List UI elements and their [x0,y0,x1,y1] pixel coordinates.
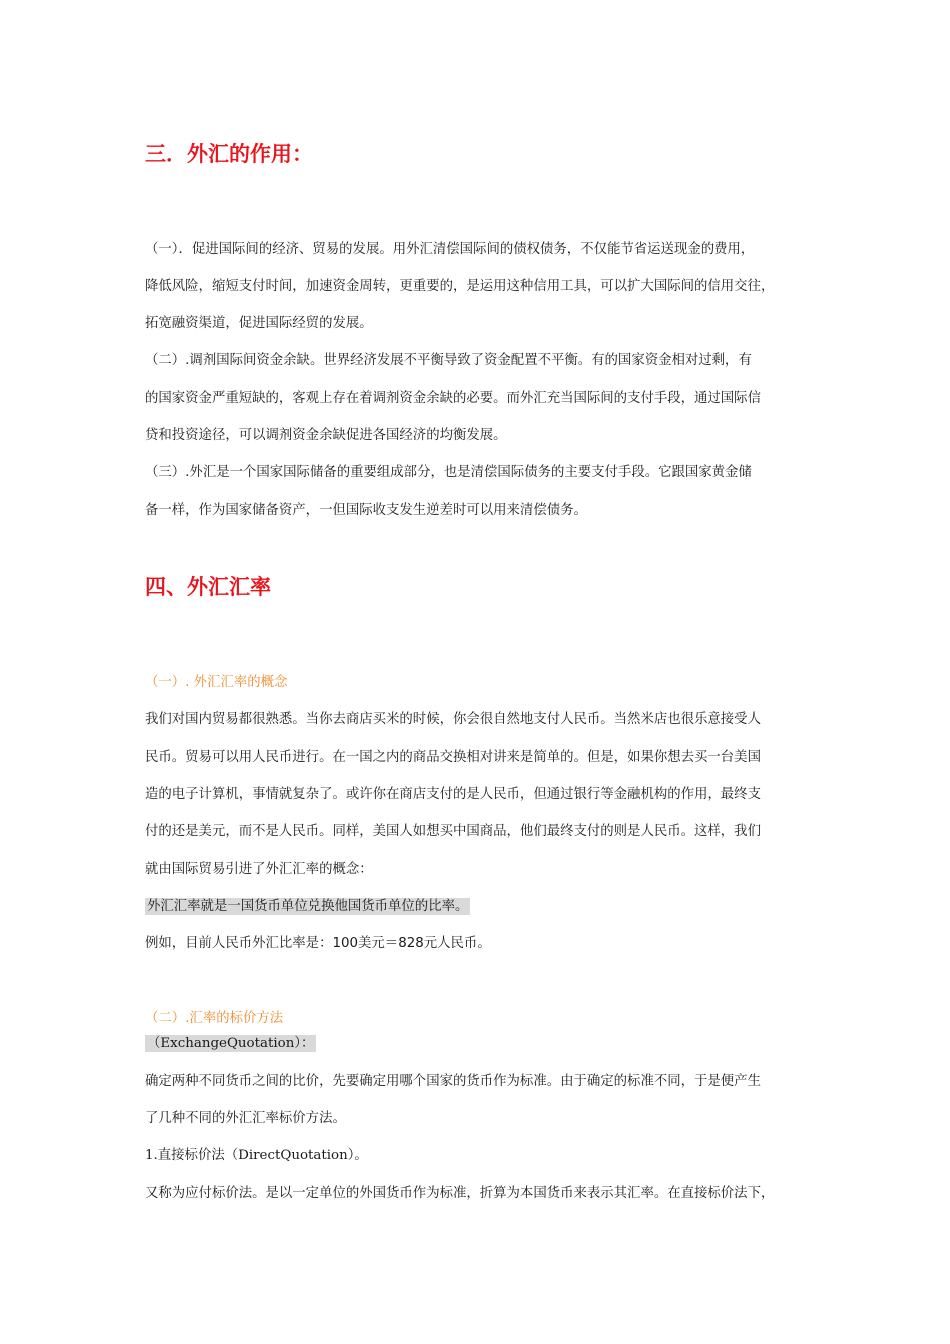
highlighted-definition: 外汇汇率就是一国货币单位兑换他国货币单位的比率。 [147,899,469,914]
example-number: 828 [398,936,424,951]
highlighted-term: （ExchangeQuotation）： [147,1036,315,1051]
paragraph-line: 的国家资金严重短缺的，客观上存在着调剂资金余缺的必要。而外汇充当国际间的支付手段，通过国际信 [145,391,761,406]
example-text: 例如，目前人民币外汇比率是： [145,936,333,951]
paragraph-line: 就由国际贸易引进了外汇汇率的概念： [145,862,373,877]
subheading-quotation-en-line [145,1035,316,1053]
paragraph-line: （一）．促进国际间的经济、贸易的发展。用外汇清偿国际间的债权债务，不仅能节省运送现金的费用， [145,242,755,257]
example-line [145,935,491,953]
paragraph-line: 付的还是美元，而不是人民币。同样，美国人如想买中国商品，他们最终支付的则是人民币。这样，我们 [145,824,761,839]
paragraph-line: 备一样，作为国家储备资产，一但国际收支发生逆差时可以用来清偿债务。 [145,503,587,518]
section-heading-3: 三．外汇的作用： [145,142,313,166]
paragraph-line: 拓宽融资渠道，促进国际经贸的发展。 [145,316,373,331]
paragraph-line: 贷和投资途径，可以调剂资金余缺促进各国经济的均衡发展。 [145,428,507,443]
paragraph-line: 民币。贸易可以用人民币进行。在一国之内的商品交换相对讲来是简单的。但是，如果你想去买一台美国 [145,750,761,765]
paragraph-line: 又称为应付标价法。是以一定单位的外国货币作为标准，折算为本国货币来表示其汇率。在直接标价法下， [145,1186,775,1201]
definition-line [145,898,470,916]
subheading-concept: （一）. 外汇汇率的概念 [145,675,288,690]
paragraph-line: 我们对国内贸易都很熟悉。当你去商店买米的时候，你会很自然地支付人民币。当然米店也很乐意接受人 [145,712,761,727]
section-heading-4: 四、外汇汇率 [145,575,271,599]
example-text: 美元＝ [358,936,399,951]
example-number: 100 [332,936,359,951]
paragraph-line: （三）.外汇是一个国家国际储备的重要组成部分，也是清偿国际债务的主要支付手段。它跟国家黄金储 [145,465,752,480]
list-item-direct-quotation: 1.直接标价法（DirectQuotation）。 [145,1148,368,1163]
paragraph-line: （二）.调剂国际间资金余缺。世界经济发展不平衡导致了资金配置不平衡。有的国家资金相对过剩，有 [145,353,752,368]
paragraph-line: 降低风险，缩短支付时间，加速资金周转，更重要的，是运用这种信用工具，可以扩大国际间的信用交往， [145,279,775,294]
example-text: 元人民币。 [423,936,491,951]
paragraph-line: 了几种不同的外汇汇率标价方法。 [145,1111,346,1126]
paragraph-line: 造的电子计算机，事情就复杂了。或许你在商店支付的是人民币，但通过银行等金融机构的作用，最终支 [145,787,761,802]
subheading-quotation: （二）.汇率的标价方法 [145,1011,284,1026]
paragraph-line: 确定两种不同货币之间的比价，先要确定用哪个国家的货币作为标准。由于确定的标准不同，于是便产生 [145,1074,761,1089]
